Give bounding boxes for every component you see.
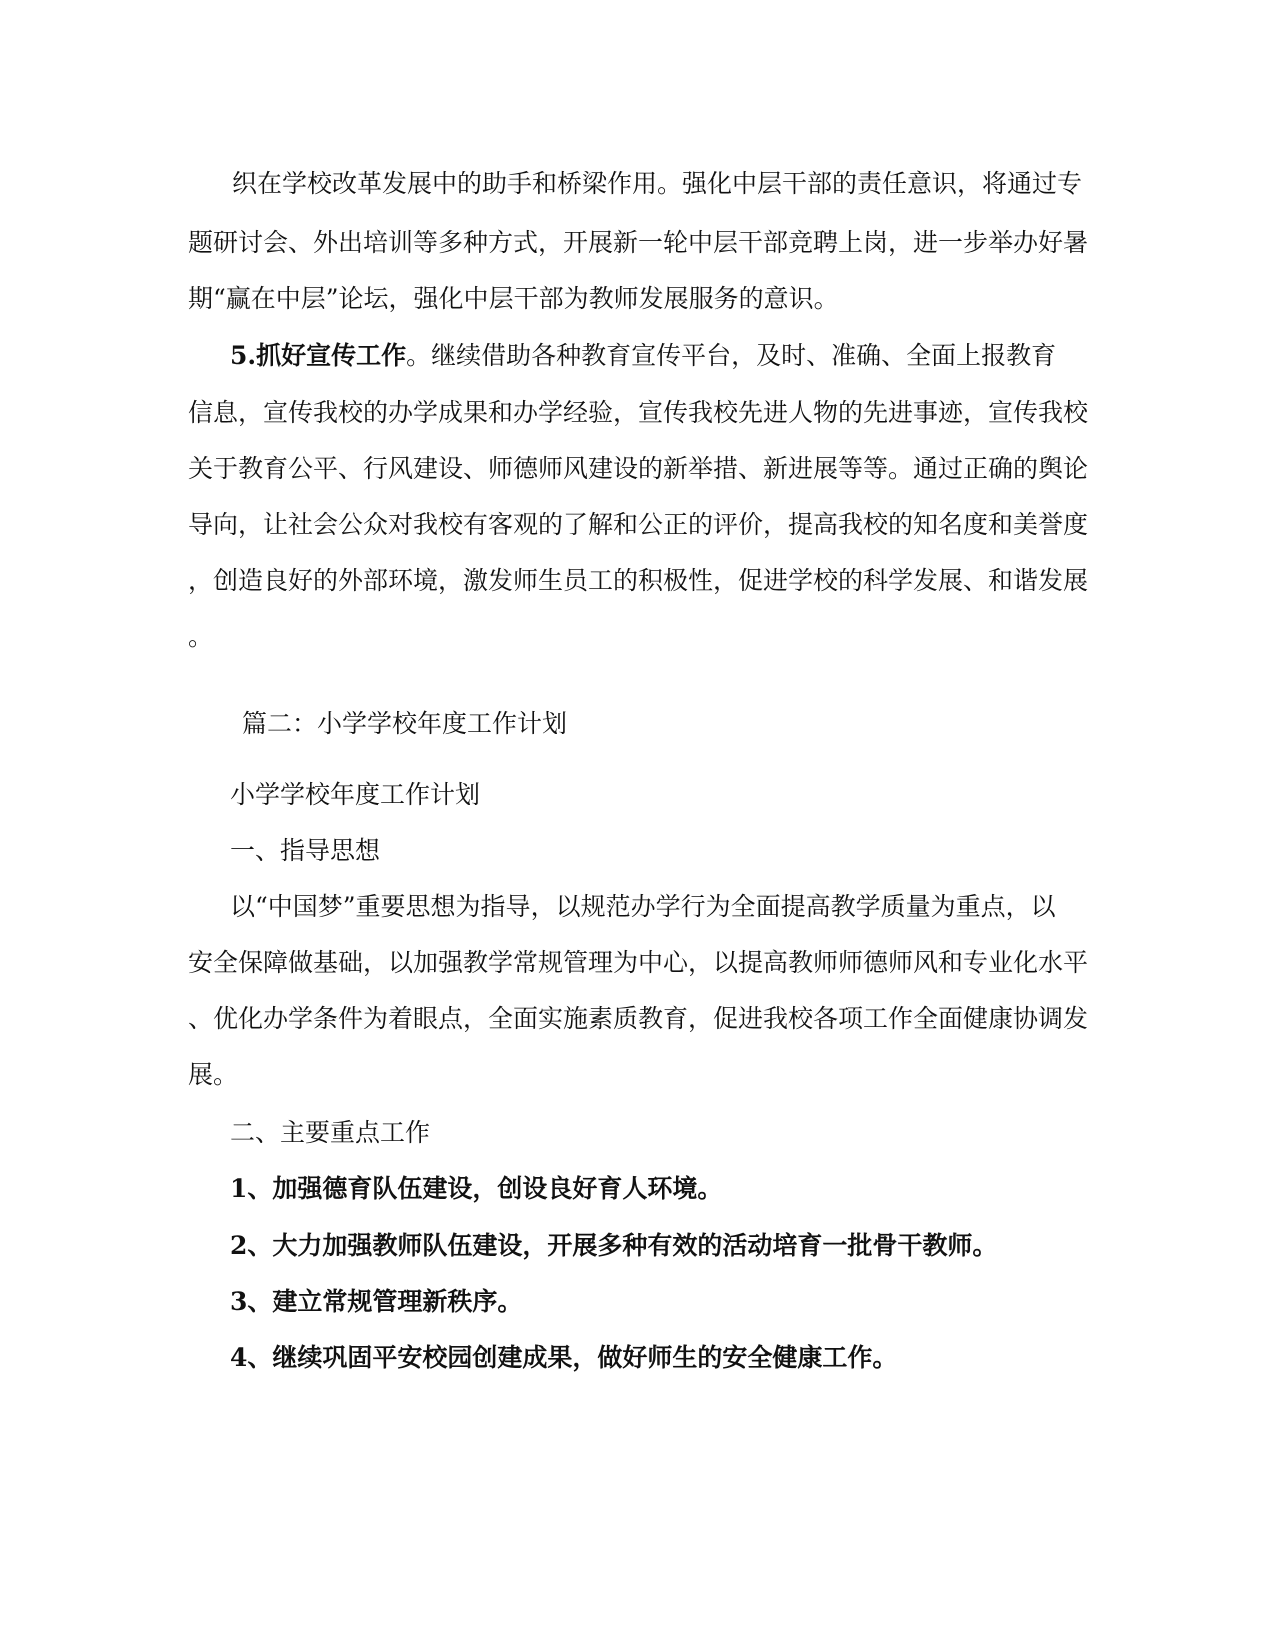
paragraph-line: 以“中国梦”重要思想为指导，以规范办学行为全面提高教学质量为重点，以	[230, 892, 1056, 921]
document-title: 小学学校年度工作计划	[230, 780, 481, 809]
paragraph-line: 安全保障做基础，以加强教学常规管理为中心，以提高教师师德师风和专业化水平	[188, 948, 1089, 977]
paragraph-line: 织在学校改革发展中的助手和桥梁作用。强化中层干部的责任意识，将通过专	[232, 169, 1083, 198]
paragraph-line: 、优化办学条件为着眼点，全面实施素质教育，促进我校各项工作全面健康协调发	[188, 1004, 1089, 1033]
paragraph-line: ，创造良好的外部环境，激发师生员工的积极性，促进学校的科学发展、和谐发展	[188, 566, 1089, 595]
paragraph-line	[230, 339, 1057, 373]
paragraph-line: 展。	[188, 1060, 239, 1089]
section-heading-guiding: 一、指导思想	[230, 836, 381, 865]
paragraph-line: 导向，让社会公众对我校有客观的了解和公正的评价，提高我校的知名度和美誉度	[188, 510, 1089, 539]
chapter-heading: 篇二：小学学校年度工作计划	[242, 709, 568, 738]
section-heading-key-work: 二、主要重点工作	[230, 1118, 431, 1147]
paragraph-line: 信息，宣传我校的办学成果和办学经验，宣传我校先进人物的先进事迹，宣传我校	[188, 398, 1089, 427]
section-title-publicity: 5.抓好宣传工作	[230, 341, 407, 370]
paragraph-text: 。继续借助各种教育宣传平台，及时、准确、全面上报教育	[406, 341, 1057, 370]
paragraph-line: 。	[188, 622, 214, 651]
paragraph-line: 关于教育公平、行风建设、师德师风建设的新举措、新进展等等。通过正确的舆论	[188, 454, 1089, 483]
list-item: 2、大力加强教师队伍建设，开展多种有效的活动培育一批骨干教师。	[230, 1231, 998, 1260]
list-item: 1、加强德育队伍建设，创设良好育人环境。	[230, 1174, 723, 1203]
list-item: 3、建立常规管理新秩序。	[230, 1287, 523, 1316]
paragraph-line: 期“赢在中层”论坛，强化中层干部为教师发展服务的意识。	[188, 284, 839, 313]
list-item: 4、继续巩固平安校园创建成果，做好师生的安全健康工作。	[230, 1343, 898, 1372]
paragraph-line: 题研讨会、外出培训等多种方式，开展新一轮中层干部竞聘上岗，进一步举办好暑	[188, 228, 1089, 257]
